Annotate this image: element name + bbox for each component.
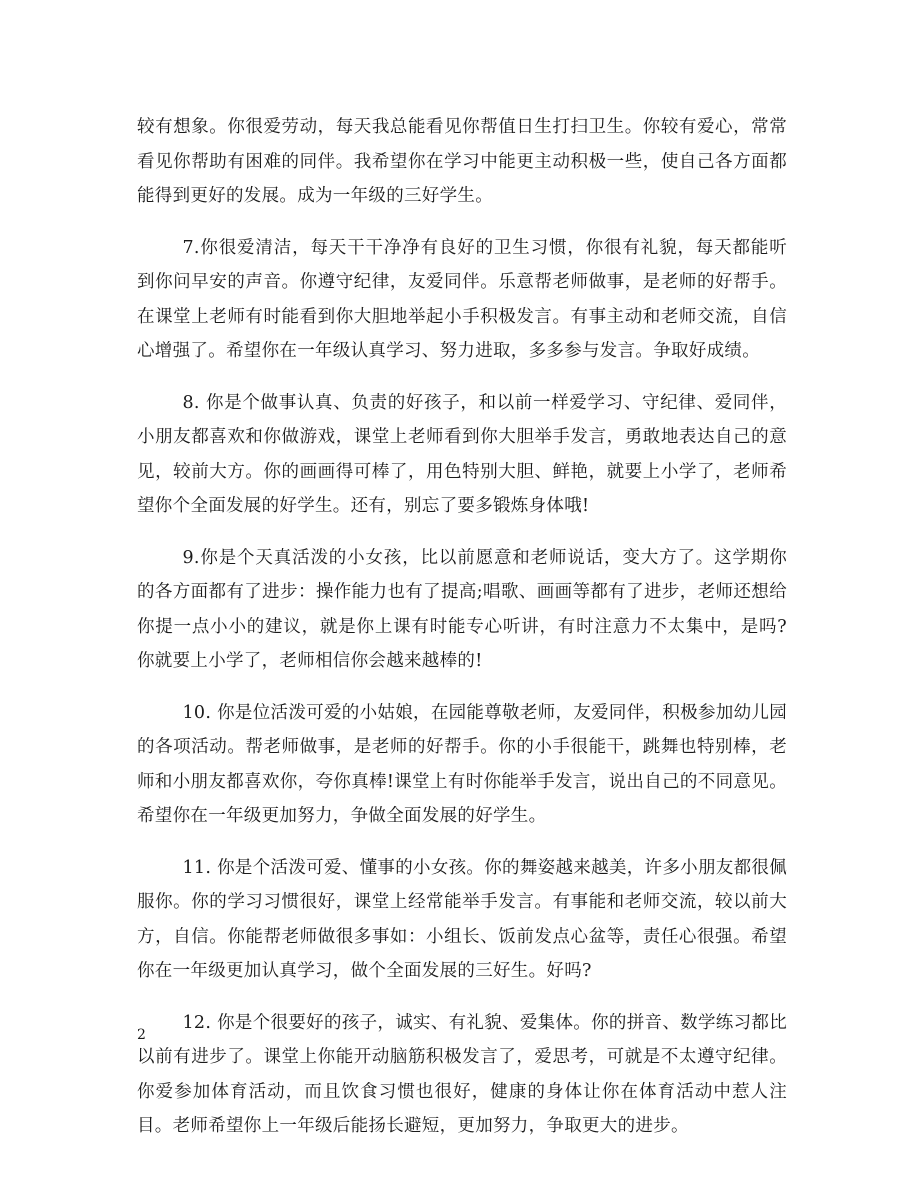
paragraph-comment-10: 10. 你是位活泼可爱的小姑娘，在园能尊敬老师，友爱同伴，积极参加幼儿园的各项活动。帮老师做事，是老师的好帮手。你的小手很能干，跳舞也特别棒，老师和小朋友都喜欢你，夸你真棒!课堂上有时你能举手发言，说出自己的不同意见。希望你在一年级更加努力，争做全面发展的好学生。: [137, 702, 787, 826]
page-number: 2: [137, 1027, 146, 1043]
paragraph-comment-8: 8. 你是个做事认真、负责的好孩子，和以前一样爱学习、守纪律、爱同伴，小朋友都喜欢和你做游戏，课堂上老师看到你大胆举手发言，勇敢地表达自己的意见，较前大方。你的画画得可棒了，用色特别大胆、鲜艳，就要上小学了，老师希望你个全面发展的好学生。还有，别忘了要多锻炼身体哦!: [137, 392, 787, 516]
document-body: [137, 110, 787, 1161]
paragraph-comment-7: 7.你很爱清洁，每天干干净净有良好的卫生习惯，你很有礼貌，每天都能听到你问早安的声音。你遵守纪律，友爱同伴。乐意帮老师做事，是老师的好帮手。在课堂上老师有时能看到你大胆地举起小手积极发言。有事主动和老师交流，自信心增强了。希望你在一年级认真学习、努力进取，多多参与发言。争取好成绩。: [137, 237, 787, 361]
paragraph-continuation: 较有想象。你很爱劳动，每天我总能看见你帮值日生打扫卫生。你较有爱心，常常看见你帮助有困难的同伴。我希望你在学习中能更主动积极一些，使自己各方面都能得到更好的发展。成为一年级的三好学生。: [137, 117, 787, 206]
paragraph-comment-9: 9.你是个天真活泼的小女孩，比以前愿意和老师说话，变大方了。这学期你的各方面都有了进步：操作能力也有了提高;唱歌、画画等都有了进步，老师还想给你提一点小小的建议，就是你上课有时能专心听讲，有时注意力不太集中，是吗?你就要上小学了，老师相信你会越来越棒的!: [137, 547, 787, 671]
paragraph-comment-12: 12. 你是个很要好的孩子，诚实、有礼貌、爱集体。你的拼音、数学练习都比以前有进步了。课堂上你能开动脑筋积极发言了，爱思考，可就是不太遵守纪律。你爱参加体育活动，而且饮食习惯也很好，健康的身体让你在体育活动中惹人注目。老师希望你上一年级后能扬长避短，更加努力，争取更大的进步。: [137, 1012, 787, 1136]
paragraph-comment-11: 11. 你是个活泼可爱、懂事的小女孩。你的舞姿越来越美，许多小朋友都很佩服你。你的学习习惯很好，课堂上经常能举手发言。有事能和老师交流，较以前大方，自信。你能帮老师做很多事如：小组长、饭前发点心盆等，责任心很强。希望你在一年级更加认真学习，做个全面发展的三好生。好吗?: [137, 857, 787, 981]
